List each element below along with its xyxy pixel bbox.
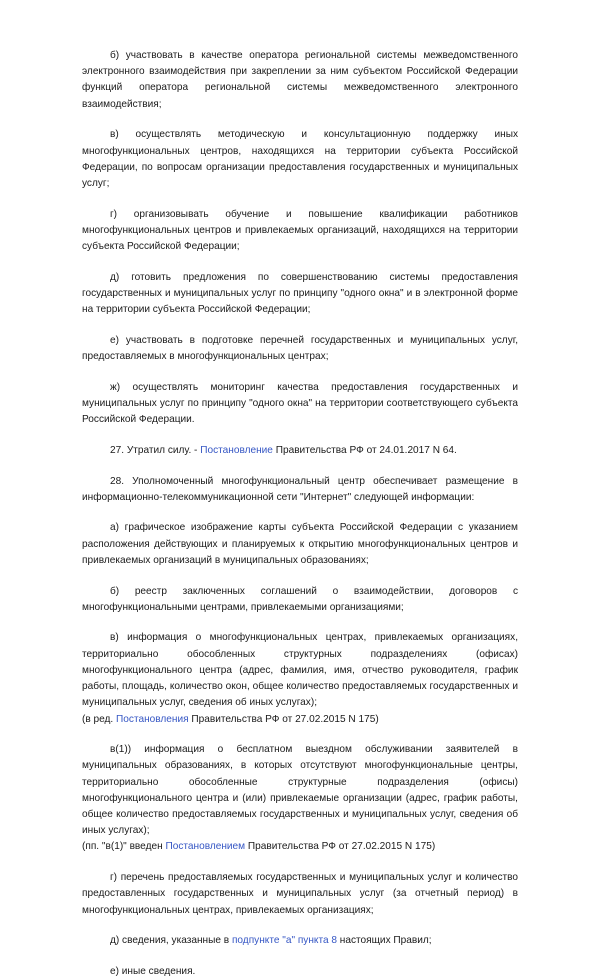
paragraph-item-g-training: г) организовывать обучение и повышение квалификации работников многофункциональных центров и привлекаемых организаций, находящихся на территории субъекта Российской Федерации;: [82, 208, 518, 253]
clause-27-suffix: Правительства РФ от 24.01.2017 N 64.: [272, 444, 457, 456]
amendment-v1-prefix: (пп. "в(1)" введен: [82, 841, 166, 853]
paragraph-item-d-proposals: д) готовить предложения по совершенствованию системы предоставления государственных и муниципальных услуг по принципу "одного окна" и в электронной форме на территории субъекта Российской Федерации;: [82, 271, 518, 316]
paragraph-sub-g-list: г) перечень предоставляемых государственных и муниципальных услуг и количество предоставленных государственных и муниципальных услуг (за отчетный период) в многофункциональных центрах, привлекаемых организациях;: [82, 872, 518, 916]
clause-27-prefix: 27. Утратил силу. -: [110, 444, 201, 456]
link-podpunkt-a-punkta-8[interactable]: подпункте "а" пункта 8: [231, 935, 337, 947]
document-text-body: [82, 48, 518, 980]
paragraph-item-zh-monitoring: ж) осуществлять мониторинг качества предоставления государственных и муниципальных услуг по принципу "одного окна" на территории соответствующего субъекта Российской Федерации.: [82, 381, 518, 426]
amendment-note-v: [82, 712, 518, 728]
amendment-v-prefix: (в ред.: [82, 713, 117, 725]
link-postanovlenie-64[interactable]: Постановление: [200, 444, 273, 456]
paragraph-sub-a-map: а) графическое изображение карты субъекта Российской Федерации с указанием расположения действующих и планируемых к открытию многофункциональных центров и привлекаемых организаций в муниципальных образованиях;: [82, 522, 518, 566]
paragraph-clause-27: [82, 443, 518, 459]
paragraph-sub-b-registry: б) реестр заключенных соглашений о взаимодействии, договоров с многофункциональными центрами, привлекаемыми организациями;: [82, 585, 518, 613]
paragraph-item-v-support: в) осуществлять методическую и консультационную поддержку иных многофункциональных центров, находящихся на территории субъекта Российской Федерации, по вопросам организации предоставления государственных и муниципальных услуг;: [82, 129, 518, 189]
paragraph-item-e-lists: е) участвовать в подготовке перечней государственных и муниципальных услуг, предоставляемых в многофункциональных центрах;: [82, 334, 518, 363]
paragraph-item-b-operator: б) участвовать в качестве оператора региональной системы межведомственного электронного взаимодействия при закреплении за ним субъектом Российской Федерации функций оператора региональной системы межведомственного электронного взаимодействия;: [82, 50, 518, 110]
paragraph-clause-28: 28. Уполномоченный многофункциональный центр обеспечивает размещение в информационно-телекоммуникационной сети "Интернет" следующей информации:: [82, 475, 518, 503]
sub-d-prefix: д) сведения, указанные в: [110, 935, 232, 947]
paragraph-sub-v-info: в) информация о многофункциональных центрах, привлекаемых организациях, территориально обособленных структурных подразделениях (офисах) многофункционального центра (адрес, фамилия, имя, отчество руководителя, график работы, площадь, количество окон, общее количество предоставляемых государственных и муниципальных услуг, сведения об иных услугах);: [82, 632, 518, 709]
paragraph-sub-d-reference: [82, 933, 518, 949]
amendment-v-suffix: Правительства РФ от 27.02.2015 N 175): [188, 713, 379, 725]
link-postanovleniya-175[interactable]: Постановления: [116, 713, 189, 725]
link-postanovleniem-175[interactable]: Постановлением: [165, 841, 246, 853]
amendment-v1-suffix: Правительства РФ от 27.02.2015 N 175): [245, 841, 436, 853]
sub-d-suffix: настоящих Правил;: [337, 935, 432, 947]
amendment-note-v1: [82, 839, 518, 855]
paragraph-sub-v1-outreach: в(1)) информация о бесплатном выездном обслуживании заявителей в муниципальных образованиях, в которых отсутствуют многофункциональные центры, территориально обособленные структурные подразделения (офисы) многофункционального центра и (или) привлекаемые организации (адрес, график работы, общее количество предоставляемых государственных и муниципальных услуг, сведения об иных услугах);: [82, 744, 518, 837]
paragraph-sub-e-other: е) иные сведения.: [110, 965, 196, 977]
